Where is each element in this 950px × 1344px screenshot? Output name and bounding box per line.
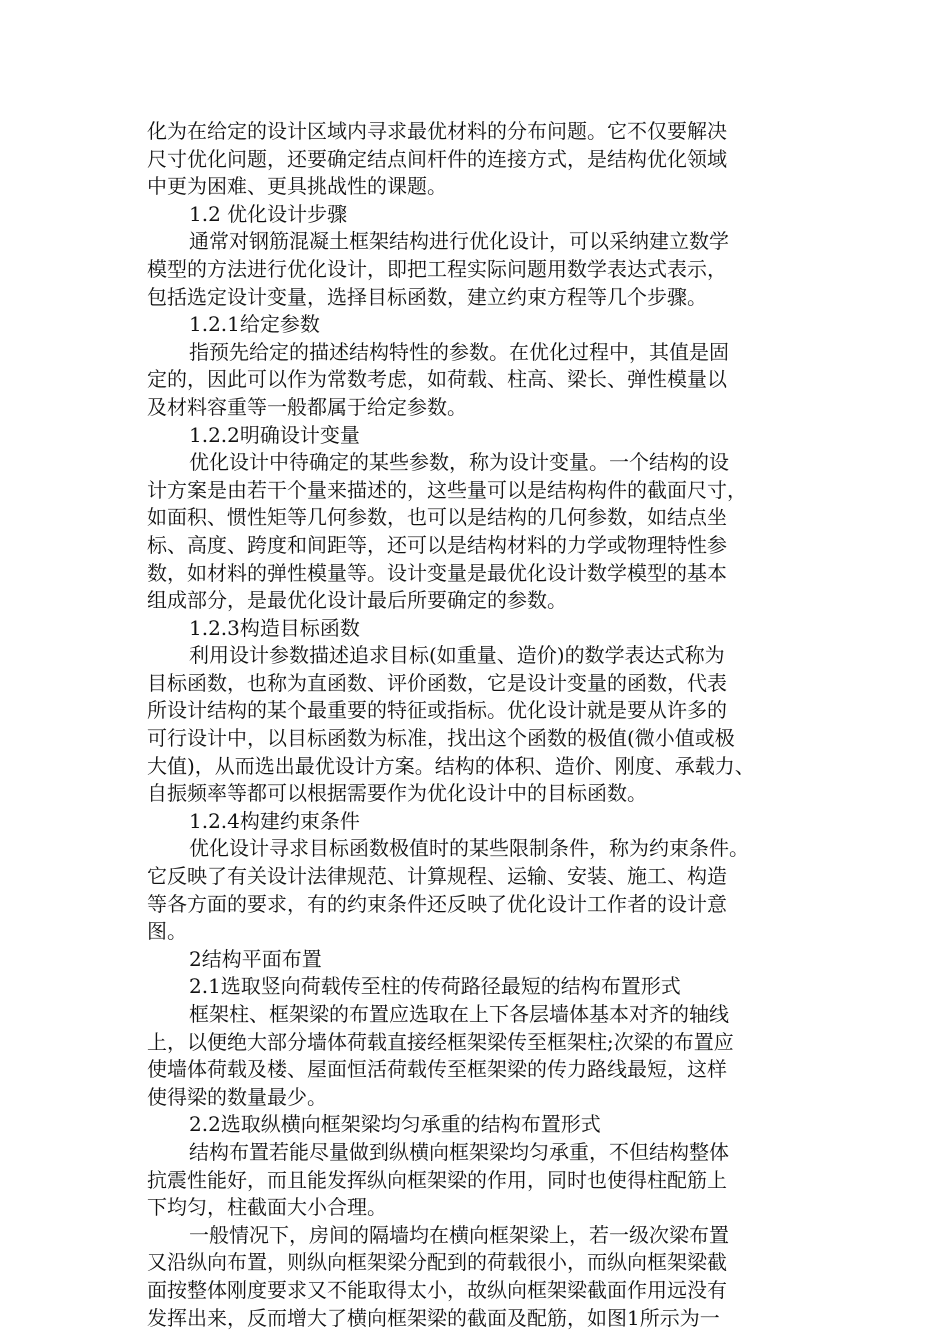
text-line: 如面积、惯性矩等几何参数，也可以是结构的几何参数，如结点坐 bbox=[147, 505, 727, 530]
text-line: 它反映了有关设计法律规范、计算规程、运输、安装、施工、构造 bbox=[147, 864, 727, 889]
text-line: 组成部分，是最优化设计最后所要确定的参数。 bbox=[147, 588, 567, 613]
text-line: 抗震性能好，而且能发挥纵向框架梁的作用，同时也使得柱配筋上 bbox=[147, 1167, 727, 1192]
text-line: 尺寸优化问题，还要确定结点间杆件的连接方式，是结构优化领域 bbox=[147, 146, 727, 171]
text-line: 使墙体荷载及楼、屋面恒活荷载传至框架梁的传力路线最短，这样 bbox=[147, 1057, 727, 1082]
text-line: 化为在给定的设计区域内寻求最优材料的分布问题。它不仅要解决 bbox=[147, 119, 727, 143]
text-line: 定的，因此可以作为常数考虑，如荷载、柱高、梁长、弹性模量以 bbox=[147, 367, 727, 392]
text-line: 包括选定设计变量，选择目标函数，建立约束方程等几个步骤。 bbox=[147, 284, 707, 309]
text-line: 一般情况下，房间的隔墙均在横向框架梁上，若一级次梁布置 bbox=[189, 1222, 729, 1247]
text-line: 数，如材料的弹性模量等。设计变量是最优化设计数学模型的基本 bbox=[147, 560, 727, 585]
text-line: 利用设计参数描述追求目标(如重量、造价)的数学表达式称为 bbox=[189, 643, 725, 668]
text-line: 自振频率等都可以根据需要作为优化设计中的目标函数。 bbox=[147, 781, 647, 806]
text-line: 1.2.4构建约束条件 bbox=[189, 808, 360, 833]
text-line: 又沿纵向布置，则纵向框架梁分配到的荷载很小，而纵向框架梁截 bbox=[147, 1250, 727, 1275]
text-line: 1.2.2明确设计变量 bbox=[189, 422, 360, 447]
text-line: 及材料容重等一般都属于给定参数。 bbox=[147, 394, 467, 419]
text-line: 通常对钢筋混凝土框架结构进行优化设计，可以采纳建立数学 bbox=[189, 229, 729, 254]
text-line: 1.2.1给定参数 bbox=[189, 312, 320, 337]
text-line: 优化设计中待确定的某些参数，称为设计变量。一个结构的设 bbox=[189, 450, 729, 475]
text-line: 面按整体刚度要求又不能取得太小，故纵向框架梁截面作用远没有 bbox=[147, 1277, 727, 1302]
document-body bbox=[147, 118, 827, 1332]
text-line: 标、高度、跨度和间距等，还可以是结构材料的力学或物理特性参 bbox=[147, 532, 727, 557]
text-line: 等各方面的要求，有的约束条件还反映了优化设计工作者的设计意 bbox=[147, 891, 727, 916]
text-line: 目标函数，也称为直函数、评价函数，它是设计变量的函数，代表 bbox=[147, 670, 727, 695]
text-line: 中更为困难、更具挑战性的课题。 bbox=[147, 174, 447, 199]
text-line: 1.2.3构造目标函数 bbox=[189, 615, 360, 640]
text-line: 结构布置若能尽量做到纵横向框架梁均匀承重，不但结构整体 bbox=[189, 1139, 729, 1164]
text-line: 计方案是由若干个量来描述的，这些量可以是结构构件的截面尺寸， bbox=[147, 477, 747, 502]
text-line: 模型的方法进行优化设计，即把工程实际问题用数学表达式表示， bbox=[147, 256, 727, 281]
text-line: 图。 bbox=[147, 919, 187, 944]
text-line: 2.2选取纵横向框架梁均匀承重的结构布置形式 bbox=[189, 1112, 601, 1137]
text-line: 上，以便绝大部分墙体荷载直接经框架梁传至框架柱;次梁的布置应 bbox=[147, 1029, 734, 1054]
text-line: 可行设计中，以目标函数为标准，找出这个函数的极值(微小值或极 bbox=[147, 726, 735, 751]
text-line: 发挥出来，反而增大了横向框架梁的截面及配筋，如图1所示为一 bbox=[147, 1305, 720, 1330]
text-line: 优化设计寻求目标函数极值时的某些限制条件，称为约束条件。 bbox=[189, 836, 749, 861]
text-line: 指预先给定的描述结构特性的参数。在优化过程中，其值是固 bbox=[189, 339, 729, 364]
text-line: 框架柱、框架梁的布置应选取在上下各层墙体基本对齐的轴线 bbox=[189, 1002, 729, 1026]
text-line: 1.2 优化设计步骤 bbox=[189, 201, 348, 226]
text-line: 使得梁的数量最少。 bbox=[147, 1084, 327, 1109]
text-line: 所设计结构的某个最重要的特征或指标。优化设计就是要从许多的 bbox=[147, 698, 727, 723]
text-line: 下均匀，柱截面大小合理。 bbox=[147, 1195, 387, 1220]
text-line: 2结构平面布置 bbox=[189, 946, 322, 971]
text-line: 大值)，从而选出最优设计方案。结构的体积、造价、刚度、承载力、 bbox=[147, 753, 755, 778]
text-line: 2.1选取竖向荷载传至柱的传荷路径最短的结构布置形式 bbox=[189, 974, 681, 999]
